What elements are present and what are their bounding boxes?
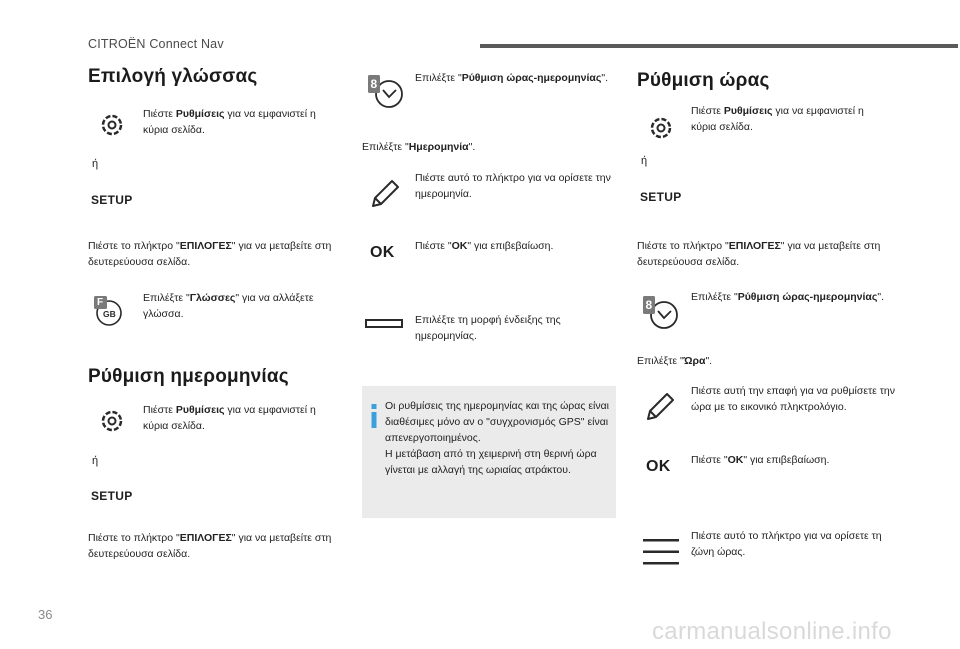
page-number: 36 (38, 607, 53, 622)
press-ok-text-2: Πιέστε "OK" για επιβεβαίωση. (691, 454, 830, 466)
pencil-icon (368, 177, 402, 211)
setup-button-label-3: SETUP (640, 190, 682, 204)
info-note-text: Οι ρυθμίσεις της ημερομηνίας και της ώρας είναι διαθέσιμες μόνο αν ο "συγχρονισμός GPS" είναι απενεργοποιημένος. Η μετάβαση από τη χειμερινή στη θερινή ώρα γίνεται με αλλαγή της ωριαίας ατράκτου. (385, 400, 609, 476)
flag-letters-gb: GB (103, 309, 116, 319)
clock-icon (642, 294, 682, 332)
or-label-3: ή (641, 155, 648, 167)
press-area-text: Πιέστε αυτή την επαφή για να ρυθμίσετε την ώρα με το εικονικό πληκτρολόγιο. (691, 385, 895, 413)
press-settings-text-2: Πιέστε Ρυθμίσεις για να εμφανιστεί η κύρια σελίδα. (143, 404, 316, 432)
select-date-text: Επιλέξτε "Ημερομηνία". (362, 141, 476, 153)
clock-badge-number: 8 (645, 298, 653, 312)
header-bar (480, 44, 958, 48)
gear-icon (97, 110, 127, 140)
language-flag-icon (92, 295, 126, 327)
heading-language: Επιλογή γλώσσας (88, 66, 258, 87)
press-ok-text-1: Πιέστε "OK" για επιβεβαίωση. (415, 240, 554, 252)
select-language-text: Επιλέξτε "Γλώσσες" για να αλλάξετε γλώσσα. (143, 292, 314, 320)
menu-lines-icon (643, 538, 679, 566)
gear-icon (646, 113, 676, 143)
press-options-text-1: Πιέστε το πλήκτρο "ΕΠΙΛΟΓΕΣ" για να μεταβείτε στη δευτερεύουσα σελίδα. (88, 240, 332, 268)
clock-icon (367, 73, 407, 111)
select-time-text: Επιλέξτε "Ώρα". (637, 355, 713, 367)
press-key-zone-text: Πιέστε αυτό το πλήκτρο για να ορίσετε τη ζώνη ώρας. (691, 530, 882, 558)
press-options-text-3: Πιέστε το πλήκτρο "ΕΠΙΛΟΓΕΣ" για να μεταβείτε στη δευτερεύουσα σελίδα. (637, 240, 881, 268)
press-settings-text-3: Πιέστε Ρυθμίσεις για να εμφανιστεί η κύρια σελίδα. (691, 105, 864, 133)
press-options-text-2: Πιέστε το πλήκτρο "ΕΠΙΛΟΓΕΣ" για να μεταβείτε στη δευτερεύουσα σελίδα. (88, 532, 332, 560)
watermark: carmanualsonline.info (652, 618, 892, 645)
setup-button-label-2: SETUP (91, 489, 133, 503)
press-key-date-text: Πιέστε αυτό το πλήκτρο για να ορίσετε την ημερομηνία. (415, 172, 611, 200)
pencil-icon (643, 390, 677, 424)
select-time-date-text-2: Επιλέξτε "Ρύθμιση ώρας-ημερομηνίας". (691, 291, 885, 303)
gear-icon (97, 406, 127, 436)
clock-badge-number: 8 (370, 77, 378, 91)
ok-button-label: OK (370, 244, 395, 261)
heading-date-setting: Ρύθμιση ημερομηνίας (88, 366, 289, 387)
or-label-1: ή (92, 158, 99, 170)
flag-letter-f: F (97, 297, 104, 308)
press-settings-text-1: Πιέστε Ρυθμίσεις για να εμφανιστεί η κύρια σελίδα. (143, 108, 316, 136)
info-icon (370, 404, 379, 428)
select-time-date-text-1: Επιλέξτε "Ρύθμιση ώρας-ημερομηνίας". (415, 72, 609, 84)
setup-button-label-1: SETUP (91, 193, 133, 207)
header-title: CITROËN Connect Nav (88, 37, 224, 51)
or-label-2: ή (92, 455, 99, 467)
date-format-field-icon (365, 319, 403, 328)
select-format-text: Επιλέξτε τη μορφή ένδειξης της ημερομηνίας. (415, 314, 561, 342)
ok-button-label: OK (646, 458, 671, 475)
heading-time-setting: Ρύθμιση ώρας (637, 70, 770, 91)
